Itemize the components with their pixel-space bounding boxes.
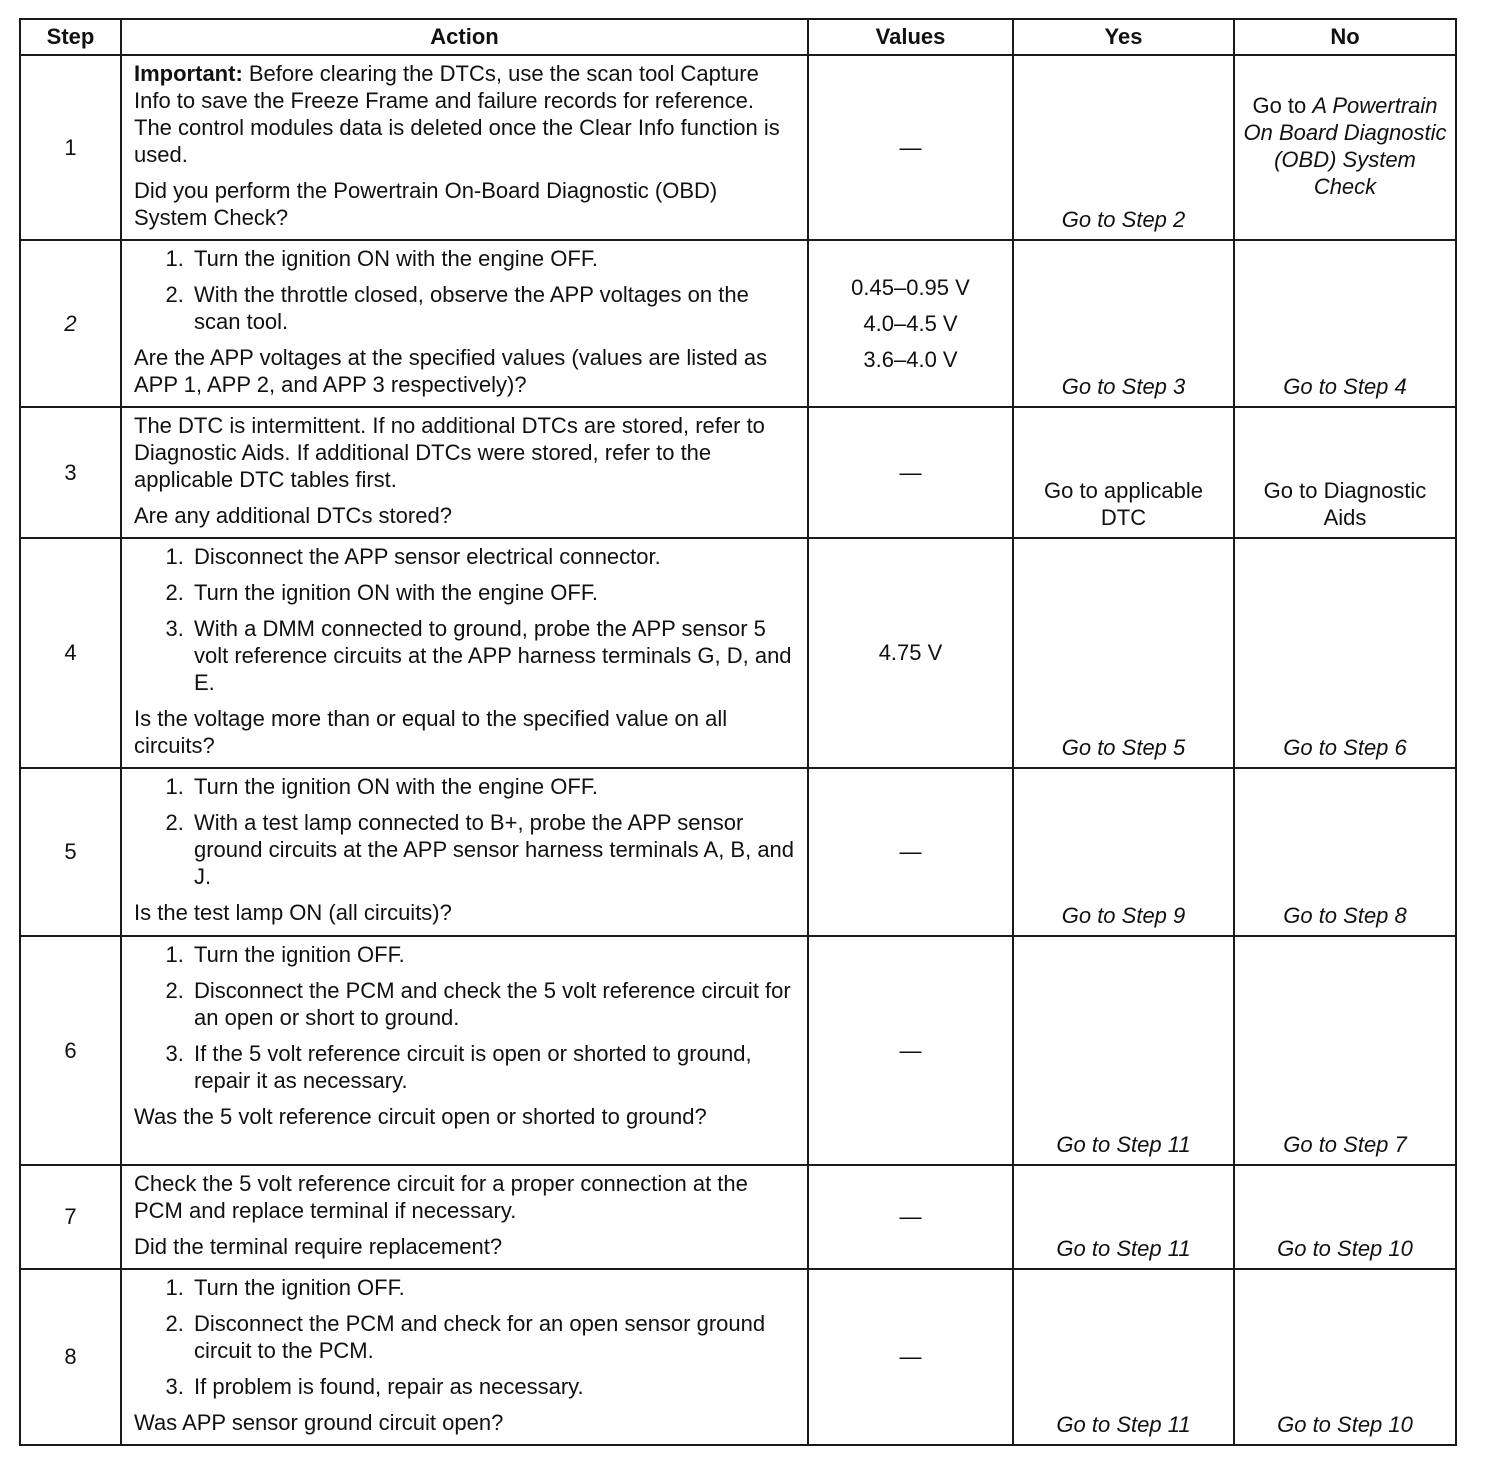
important-label: Important: <box>134 61 243 86</box>
no-cell: Go to Step 7 <box>1234 936 1456 1165</box>
header-values: Values <box>808 19 1013 55</box>
yes-cell: Go to applicable DTC <box>1013 407 1234 538</box>
table-row <box>20 240 1456 407</box>
action-step-item: 2. Turn the ignition ON with the engine OFF. <box>190 579 795 606</box>
yes-cell: Go to Step 3 <box>1013 240 1234 407</box>
value-cell: — <box>808 768 1013 936</box>
no-cell: Go to Diagnostic Aids <box>1234 407 1456 538</box>
action-step-item: 2. Disconnect the PCM and check the 5 volt reference circuit for an open or short to ground. <box>190 977 795 1031</box>
value-cell: — <box>808 407 1013 538</box>
action-cell <box>121 936 808 1165</box>
no-cell: Go to Step 10 <box>1234 1269 1456 1445</box>
no-cell: Go to Step 4 <box>1234 240 1456 407</box>
yes-cell: Go to Step 5 <box>1013 538 1234 768</box>
action-step-item: 3. With a DMM connected to ground, probe the APP sensor 5 volt reference circuits at the APP harness terminals G, D, and E. <box>190 615 795 696</box>
value-line: 0.45–0.95 V <box>851 274 970 300</box>
action-step-item: 1. Turn the ignition OFF. <box>190 1274 795 1301</box>
action-question: Did the terminal require replacement? <box>134 1234 503 1259</box>
table-row <box>20 1269 1456 1445</box>
action-cell <box>121 1269 808 1445</box>
action-steps <box>134 245 795 335</box>
action-step-item: 1. Turn the ignition ON with the engine OFF. <box>190 773 795 800</box>
header-row <box>20 19 1456 55</box>
step-number: 6 <box>20 936 121 1165</box>
value-cell <box>808 240 1013 407</box>
action-question: Was APP sensor ground circuit open? <box>134 1410 504 1435</box>
no-italic-link: A Powertrain On Board Diagnostic (OBD) System Check <box>1243 92 1447 199</box>
action-step-item: 2. With a test lamp connected to B+, probe the APP sensor ground circuits at the APP sensor harness terminals A, B, and J. <box>190 809 795 890</box>
table-row <box>20 936 1456 1165</box>
action-steps <box>134 773 795 890</box>
action-steps <box>134 941 795 1094</box>
action-steps <box>134 1274 795 1400</box>
action-cell <box>121 538 808 768</box>
no-cell <box>1234 55 1456 240</box>
table-row <box>20 1165 1456 1269</box>
step-number: 1 <box>20 55 121 240</box>
action-question: Are the APP voltages at the specified values (values are listed as APP 1, APP 2, and APP 3 respectively)? <box>134 345 768 397</box>
step-number: 7 <box>20 1165 121 1269</box>
action-step-item: 1. Turn the ignition ON with the engine OFF. <box>190 245 795 272</box>
action-cell <box>121 407 808 538</box>
action-question: Is the test lamp ON (all circuits)? <box>134 900 452 925</box>
action-cell <box>121 768 808 936</box>
header-no: No <box>1234 19 1456 55</box>
no-cell: Go to Step 8 <box>1234 768 1456 936</box>
action-cell <box>121 55 808 240</box>
value-cell: — <box>808 55 1013 240</box>
action-cell <box>121 240 808 407</box>
yes-cell: Go to Step 11 <box>1013 1269 1234 1445</box>
action-text: The DTC is intermittent. If no additional DTCs are stored, refer to Diagnostic Aids. If additional DTCs were stored, refer to the applicable DTC tables first. <box>134 413 765 492</box>
action-step-item: 3. If the 5 volt reference circuit is open or shorted to ground, repair it as necessary. <box>190 1040 795 1094</box>
header-action: Action <box>121 19 808 55</box>
step-number: 8 <box>20 1269 121 1445</box>
action-question: Are any additional DTCs stored? <box>134 503 452 528</box>
action-question: Did you perform the Powertrain On-Board Diagnostic (OBD) System Check? <box>134 178 718 230</box>
value-cell: — <box>808 936 1013 1165</box>
value-line: 4.0–4.5 V <box>863 310 958 336</box>
no-prefix: Go to <box>1252 92 1313 118</box>
important-note <box>134 60 795 168</box>
header-step: Step <box>20 19 121 55</box>
action-steps <box>134 543 795 696</box>
no-cell: Go to Step 6 <box>1234 538 1456 768</box>
yes-cell: Go to Step 9 <box>1013 768 1234 936</box>
table-row <box>20 538 1456 768</box>
table-row <box>20 55 1456 240</box>
value-cell: — <box>808 1165 1013 1269</box>
action-step-item: 1. Turn the ignition OFF. <box>190 941 795 968</box>
action-step-item: 2. With the throttle closed, observe the APP voltages on the scan tool. <box>190 281 795 335</box>
action-question: Is the voltage more than or equal to the specified value on all circuits? <box>134 706 728 758</box>
header-yes: Yes <box>1013 19 1234 55</box>
value-line: 3.6–4.0 V <box>863 346 958 372</box>
action-step-item: 1. Disconnect the APP sensor electrical connector. <box>190 543 795 570</box>
diagnostic-table <box>19 18 1457 1446</box>
yes-cell: Go to Step 11 <box>1013 1165 1234 1269</box>
step-number: 5 <box>20 768 121 936</box>
step-number: 4 <box>20 538 121 768</box>
yes-cell: Go to Step 2 <box>1013 55 1234 240</box>
action-question: Was the 5 volt reference circuit open or shorted to ground? <box>134 1104 707 1129</box>
step-number: 3 <box>20 407 121 538</box>
action-cell <box>121 1165 808 1269</box>
action-step-item: 3. If problem is found, repair as necessary. <box>190 1373 795 1400</box>
step-number: 2 <box>20 240 121 407</box>
no-cell: Go to Step 10 <box>1234 1165 1456 1269</box>
value-cell: 4.75 V <box>808 538 1013 768</box>
action-step-item: 2. Disconnect the PCM and check for an open sensor ground circuit to the PCM. <box>190 1310 795 1364</box>
table-row <box>20 407 1456 538</box>
table-row <box>20 768 1456 936</box>
yes-cell: Go to Step 11 <box>1013 936 1234 1165</box>
action-text: Check the 5 volt reference circuit for a proper connection at the PCM and replace terminal if necessary. <box>134 1171 748 1223</box>
important-text: Before clearing the DTCs, use the scan tool Capture Info to save the Freeze Frame and failure records for reference. The control modules data is deleted once the Clear Info function is used. <box>134 61 780 167</box>
value-cell: — <box>808 1269 1013 1445</box>
